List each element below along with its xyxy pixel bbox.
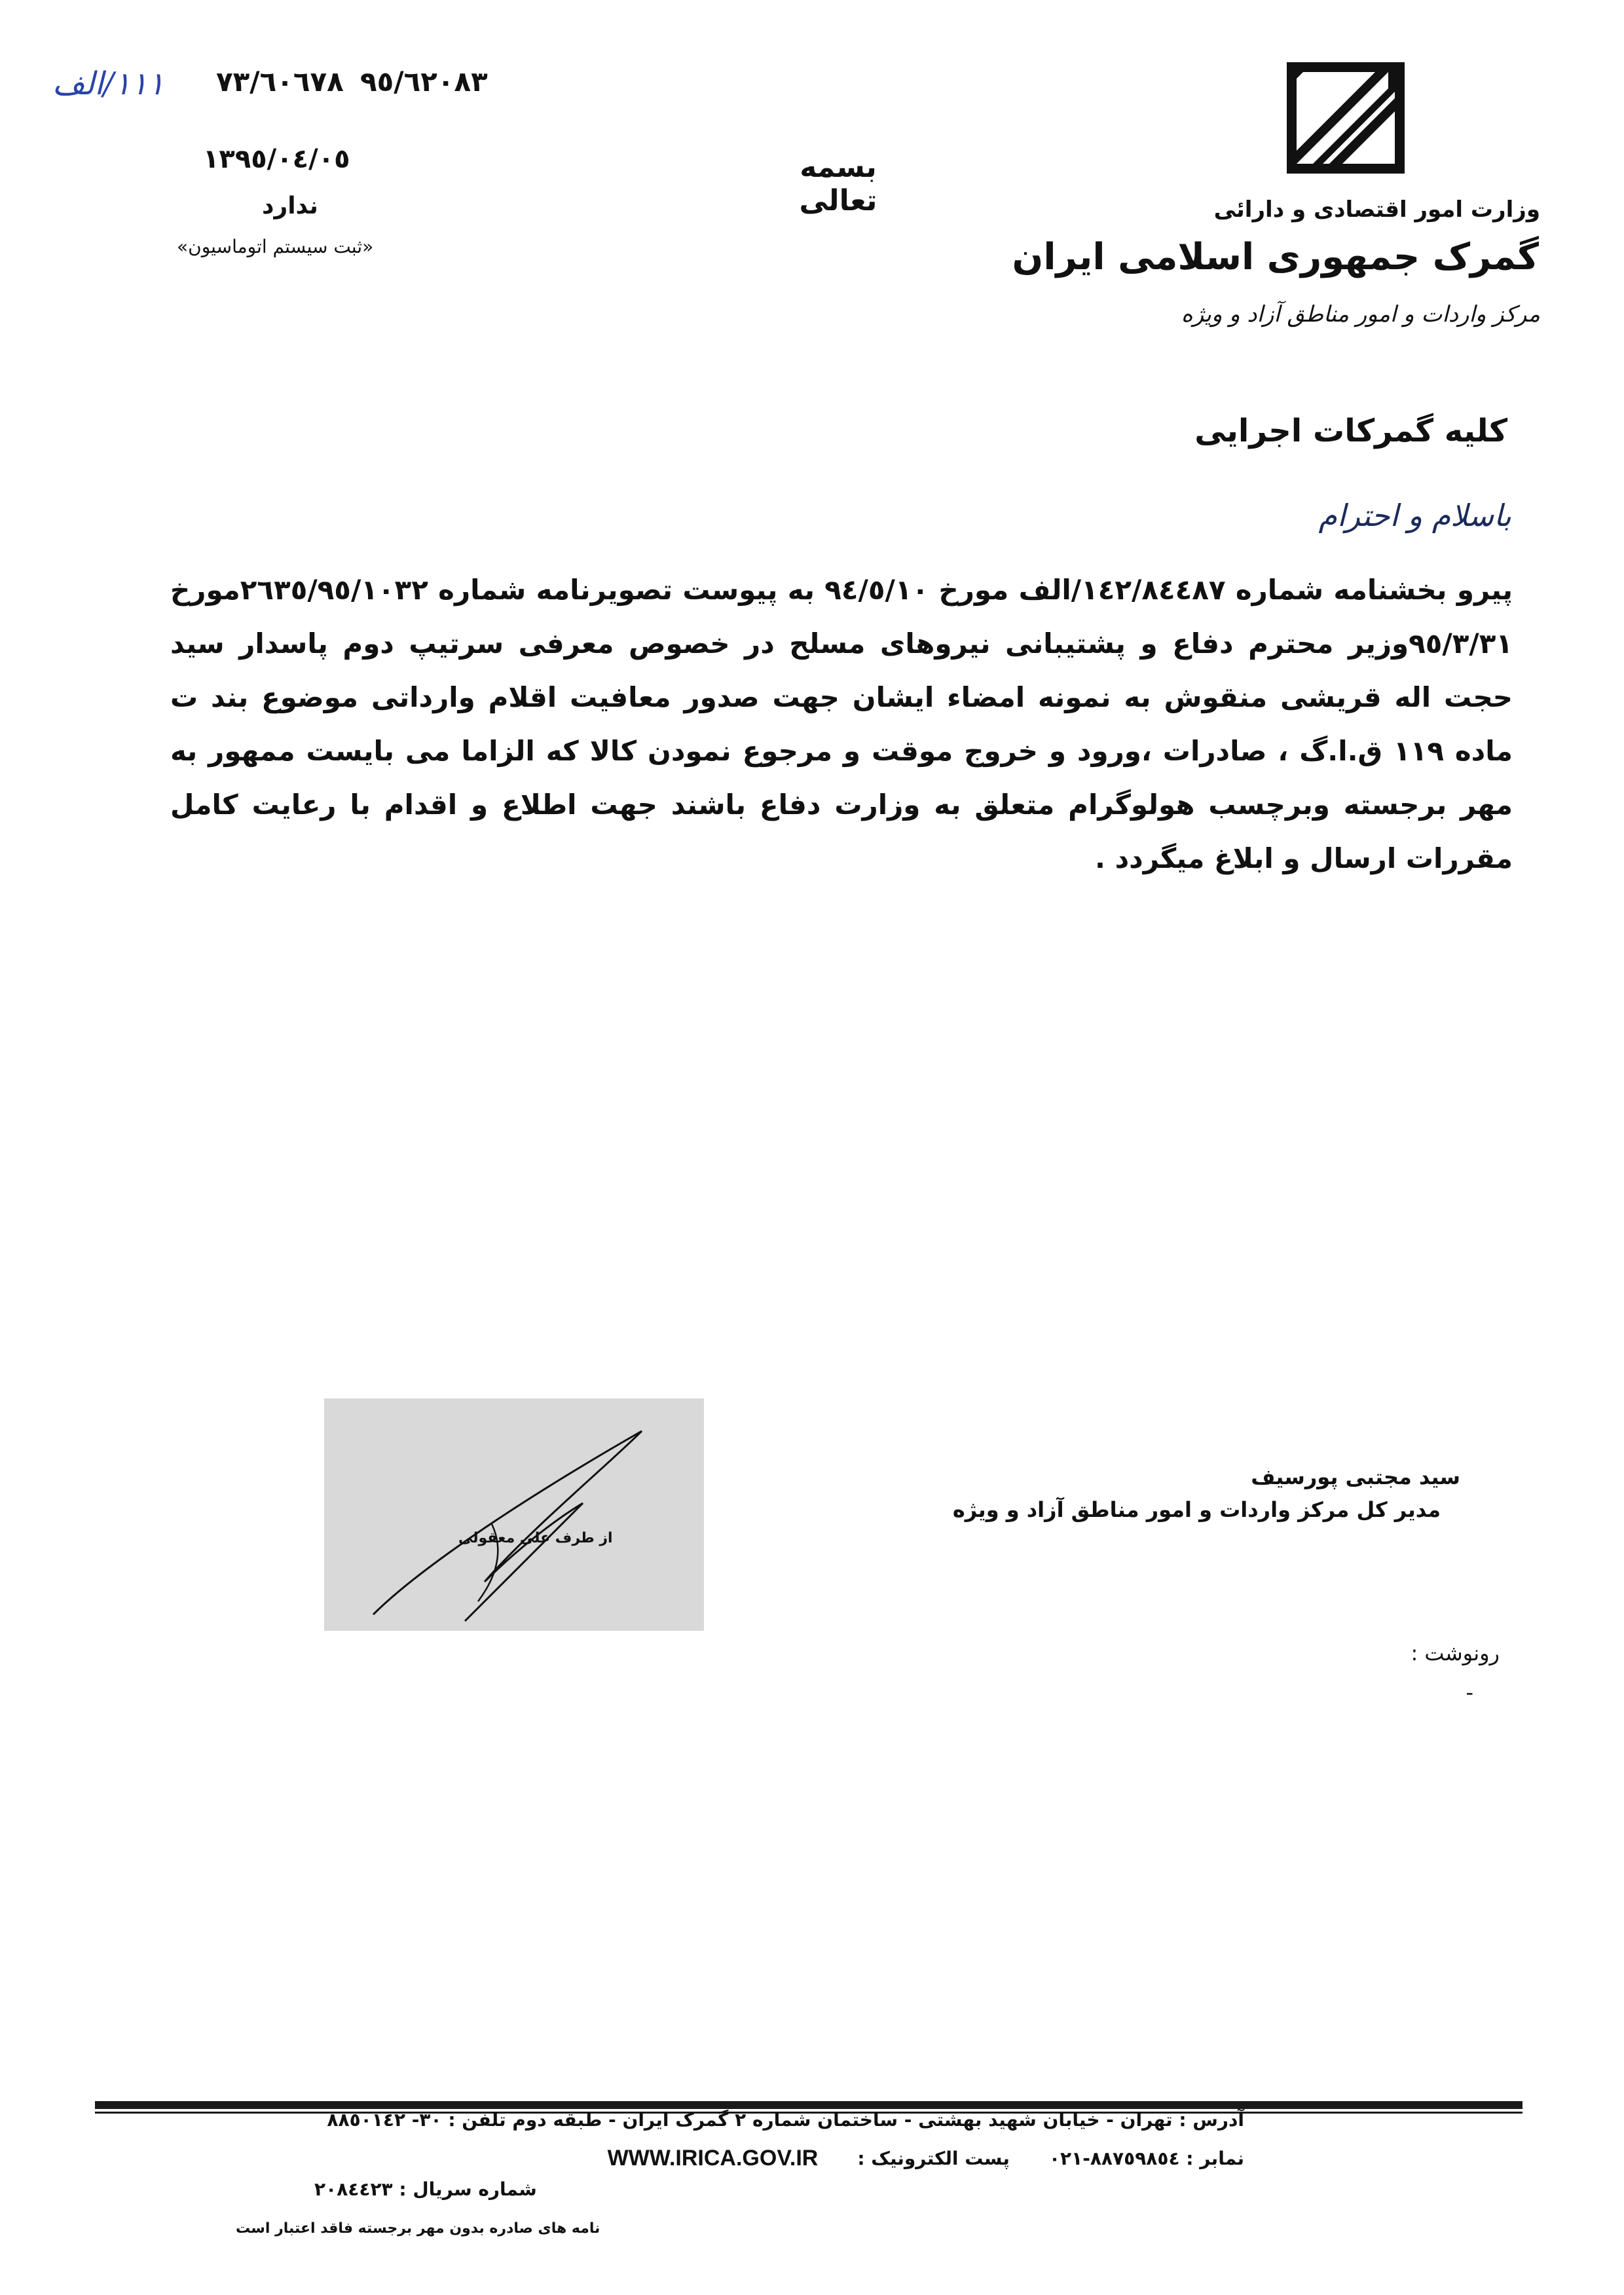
ministry-name: وزارت امور اقتصادی و دارائی [1213, 196, 1540, 223]
footer-address: آدرس : تهران - خیابان شهید بهشتی - ساختمان شماره ٢ گمرک ایران - طبقه دوم تلفن : ٣٠- ٨٨٥٠١٤٢ [327, 2109, 1244, 2131]
letter-date: ١٣٩٥/٠٤/٠٥ [203, 144, 350, 174]
organization-name: گمرک جمهوری اسلامی ایران [1012, 236, 1539, 278]
system-registration-note: «ثبت سیستم اتوماسیون» [177, 236, 374, 257]
cc-value: - [1466, 1680, 1473, 1705]
attachment-status: ندارد [262, 193, 318, 219]
serial-number: شماره سریال : ٢٠٨٤٤٢٣ [314, 2178, 537, 2200]
validity-note: نامه های صادره بدون مهر برجسته فاقد اعتبار است [236, 2220, 600, 2237]
letter-body: پیرو بخشنامه شماره ١٤٢/٨٤٤٨٧/الف مورخ ٩٤/٥/١٠ به پیوست تصویرنامه شماره ٢٦٣٥/٩٥/١٠٣٢مورخ ٩٥/٣/٣١وزیر محترم دفاع و پشتیبانی نیروهای مسلح در خصوص معرفی سرتیپ دوم پاسدار سید حجت اله قریشی منقوش به نمونه امضاء ایشان جهت صدور معافیت اقلام وارداتی موضوع بند ت ماده ١١٩ ق.ا.گ ، صادرات ،ورود و خروج موقت و مرجوع نمودن کالا که الزاما می بایست ممهور به مهر برجسته وبرچسب هولوگرام متعلق به وزارت دفاع باشند جهت اطلاع و اقدام با رعایت کامل مقررات ارسال و ابلاغ میگردد . [170, 574, 1513, 874]
department-name: مرکز واردات و امور مناطق آزاد و ویژه [1181, 301, 1540, 327]
customs-logo-icon [1283, 59, 1408, 177]
handwritten-greeting: باسلام و احترام [1318, 498, 1511, 533]
handwritten-signature [334, 1405, 701, 1628]
footer-fax: نمابر : ٨٨٧٥٩٨٥٤-٠٢١ [1048, 2148, 1244, 2169]
footer-email-label: پست الکترونیک : [857, 2148, 1010, 2169]
letter-number: ٧٣/٦٠٦٧٨ [216, 65, 344, 98]
basmala-heading: بسمه تعالی [799, 151, 877, 217]
signatory-behalf: از طرف علی معقولی [458, 1530, 613, 1546]
cc-label: رونوشت : [1411, 1641, 1500, 1666]
footer-rule [95, 2101, 1522, 2109]
footer-contact-row [608, 2146, 1244, 2171]
recipient-heading: کلیه گمرکات اجرایی [1194, 413, 1507, 449]
handwritten-reference: ١١١/الف [52, 65, 165, 102]
letter-number-secondary: ٩٥/٦٢٠٨٣ [360, 65, 488, 98]
signatory-name: سید مجتبی پورسیف [1251, 1465, 1460, 1489]
footer-website-link[interactable]: WWW.IRICA.GOV.IR [607, 2146, 819, 2171]
signatory-title: مدیر کل مرکز واردات و امور مناطق آزاد و ویژه [952, 1497, 1441, 1522]
